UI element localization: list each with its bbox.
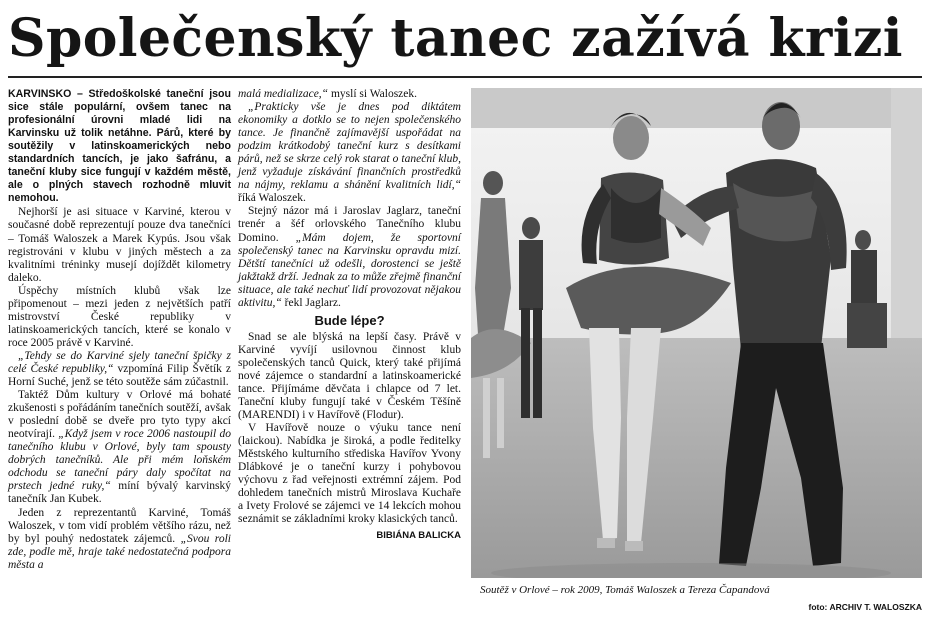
text: Taktéž Dům kultury v Orlové má bohaté zkušenosti s pořádáním tanečních soutěží, avšak v poslední době se dveře pro tyto typy akcí neotvírají. <box>8 389 231 441</box>
paragraph <box>238 101 461 205</box>
article-column-2 <box>238 88 461 542</box>
attribution: řekl Jaglarz. <box>281 296 341 309</box>
paragraph <box>238 205 461 309</box>
photo-caption: Soutěž v Orlové – rok 2009, Tomáš Waloszek a Tereza Čapandová <box>480 584 770 596</box>
photo-credit: foto: ARCHIV T. WALOSZKA <box>808 602 922 612</box>
paragraph <box>238 88 461 101</box>
text: Jeden z reprezentantů Karviné, Tomáš Waloszek, v tom vidí problém většího rázu, než by byl pouhý nedostatek zájemců. <box>8 506 231 545</box>
lead-text: Středoškolské taneční jsou sice stále populární, ovšem tanec na profesionální úrovni mladé lidi na Karvinsku už tolik netáhne. Párů, které by soutěžily v latinskoamerických nebo standardních tancích, je jako šafránu, a taneční kluby sice fungují v každém městě, ale o plných stavech rozhodně mluvit nemohou. <box>8 88 231 205</box>
text: Stejný názor má i Jaroslav Jaglarz, taneční trenér a šéf orlovského Tanečního klubu Domino. <box>238 205 461 244</box>
quote: „Prakticky vše je dnes pod diktátem ekonomiky a dotklo se to nejen společenského tance. Je finančně zajímavější uspořádat na podzim krátkodobý taneční kurz s desítkami párů, než se skrze celý rok starat o taneční klub, jenž vyžaduje získávání finančních prostředků na nájmy, reklamu a shánění kvalitních lidí,“ <box>238 101 461 192</box>
headline: Společenský tanec zažívá krizi <box>8 8 903 69</box>
attribution: míní bývalý karvinský tanečník Jan Kubek. <box>8 480 231 506</box>
paragraph: V Havířově nouze o výuku tance není (laickou). Nabídka je široká, a podle ředitelky Městského kulturního střediska Havířov Yvony Dlábkové je o taneční kurzy i pohybovou výchovu z řad veřejnosti extrémní zájem. Pod dohledem tanečních mistrů Miroslava Kuchaře a Ivety Frolové se zájemci ve 14 lekcích mohou seznámit se základními kroky klasických tanců. <box>238 422 461 526</box>
headline-rule <box>8 76 922 78</box>
attribution: myslí si Waloszek. <box>328 88 418 100</box>
paragraph <box>8 507 231 572</box>
dance-photo <box>471 88 922 578</box>
paragraph: Úspěchy místních klubů však lze připomenout – mezi jeden z největších patří mistrovství České republiky v latinskoamerických tancích, které se konalo v roce 2005 právě v Karviné. <box>8 284 231 349</box>
subheading: Bude lépe? <box>314 312 385 328</box>
lead-paragraph <box>8 88 231 205</box>
paragraph: Snad se ale blýská na lepší časy. Právě v Karviné vyvíjí usilovnou činnost klub společenských tanců Quick, který také přijímá nové zájemce o standardní a latinskoamerické tance. Přijímáme děvčata i chlapce od 7 let. Taneční kluby fungují také v Českém Těšíně (MARENDI) i v Havířově (Flodur). <box>238 330 461 422</box>
dance-photo-illustration <box>471 88 922 578</box>
quote: „Když jsem v roce 2006 nastoupil do tanečního klubu v Orlové, byly tam spousty dobrých tanečníků. Ale při mém loňském odchodu se taneční páry daly spočítat na prstech jedné ruky,“ <box>8 428 231 493</box>
paragraph <box>8 389 231 506</box>
paragraph: Nejhorší je asi situace v Karviné, kterou v současné době reprezentují pouze dva tanečníci – Tomáš Waloszek a Marek Kypús. Jsou však registrováni v klubu v jiných městech a za kvalitními tréninky musejí dojíždět kilometry daleko. <box>8 206 231 284</box>
quote: „Tehdy se do Karviné sjely taneční špičky z celé České republiky,“ <box>8 349 231 375</box>
quote: „Svou roli zde, podle mě, hraje také nedostatečná podpora města a <box>8 532 231 571</box>
attribution: říká Waloszek. <box>238 192 306 205</box>
quote: malá medializace,“ <box>238 88 329 100</box>
author-byline: BIBIÁNA BALICKA <box>376 529 461 541</box>
lead-place: KARVINSKO – <box>8 88 83 100</box>
attribution: vzpomíná Filip Švětík z Horní Suché, jenž se této soutěže sám zúčastnil. <box>8 362 231 389</box>
article-column-1 <box>8 88 231 572</box>
paragraph <box>8 350 231 389</box>
quote: „Mám dojem, že sportovní společenský tanec na Karvinsku opravdu mizí. Dětští tanečníci už odešli, dorostenci se ještě jakžtakž drží. Jednak za to může zřejmě finanční situace, ale také nechuť lidí provozovat nějakou aktivitu,“ <box>238 231 461 309</box>
